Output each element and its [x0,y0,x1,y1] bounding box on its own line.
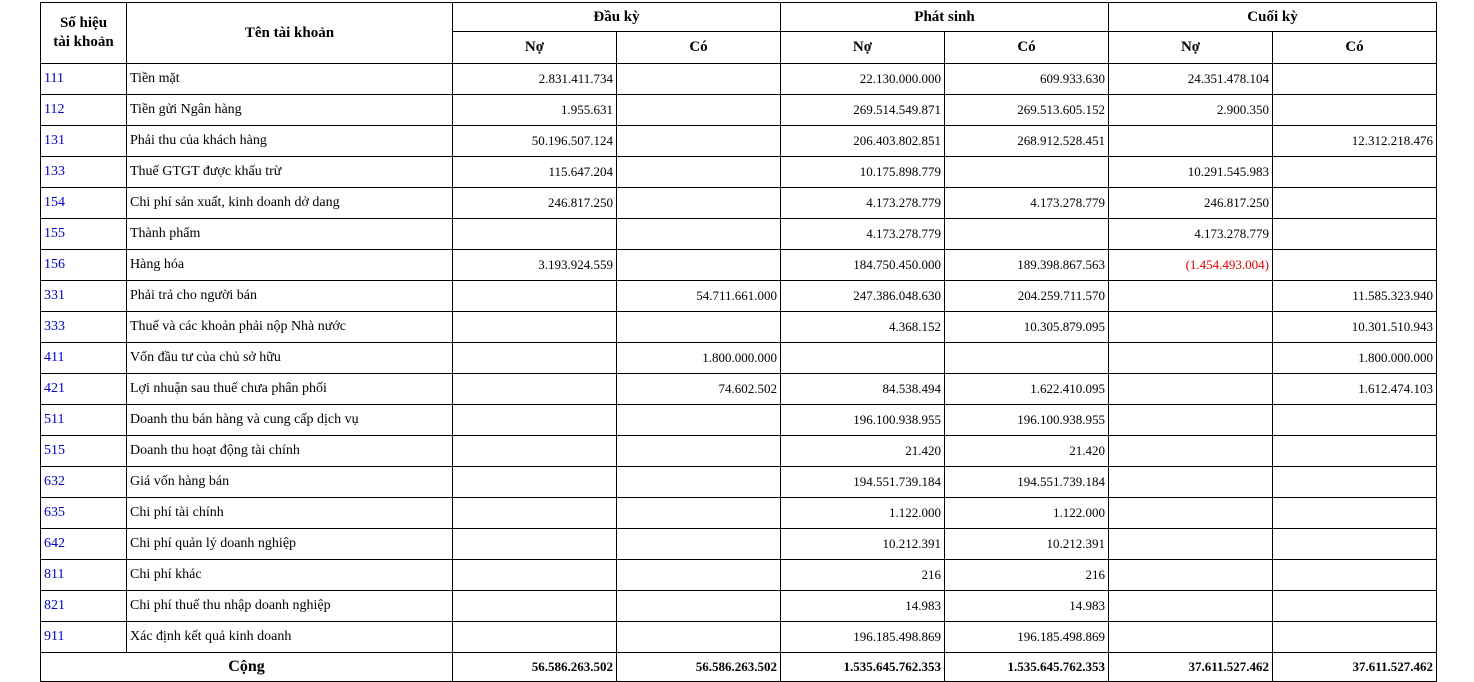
period-debit-cell: 247.386.048.630 [781,281,945,312]
opening-debit-cell [453,529,617,560]
account-name-cell: Giá vốn hàng bán [127,467,453,498]
opening-debit-cell: 1.955.631 [453,95,617,126]
opening-credit-cell [617,64,781,95]
total-closing-debit: 37.611.527.462 [1109,653,1273,682]
header-row-top [41,3,1437,32]
header-period-debit: Nợ [781,32,945,64]
account-code-cell[interactable]: 421 [41,374,127,405]
closing-credit-cell [1273,405,1437,436]
table-row [41,498,1437,529]
header-opening: Đầu kỳ [453,3,781,32]
opening-debit-cell [453,622,617,653]
period-credit-cell: 1.622.410.095 [945,374,1109,405]
period-credit-cell: 196.185.498.869 [945,622,1109,653]
account-code-cell[interactable]: 821 [41,591,127,622]
account-name-cell: Xác định kết quả kinh doanh [127,622,453,653]
header-closing: Cuối kỳ [1109,3,1437,32]
table-row [41,95,1437,126]
table-row [41,343,1437,374]
closing-debit-cell: 246.817.250 [1109,188,1273,219]
opening-debit-cell [453,405,617,436]
opening-debit-cell [453,436,617,467]
opening-credit-cell: 74.602.502 [617,374,781,405]
period-debit-cell: 184.750.450.000 [781,250,945,281]
account-code-cell[interactable]: 111 [41,64,127,95]
period-credit-cell: 189.398.867.563 [945,250,1109,281]
header-account-code-line1: Số hiệu [59,15,108,31]
header-closing-debit: Nợ [1109,32,1273,64]
period-debit-cell: 269.514.549.871 [781,95,945,126]
account-name-cell: Thuế và các khoản phải nộp Nhà nước [127,312,453,343]
opening-debit-cell [453,219,617,250]
account-name-cell: Doanh thu hoạt động tài chính [127,436,453,467]
opening-credit-cell [617,622,781,653]
period-debit-cell: 14.983 [781,591,945,622]
header-opening-debit: Nợ [453,32,617,64]
closing-credit-cell [1273,498,1437,529]
opening-credit-cell [617,312,781,343]
account-name-cell: Lợi nhuận sau thuế chưa phân phối [127,374,453,405]
closing-debit-cell [1109,374,1273,405]
account-name-cell: Chi phí quản lý doanh nghiệp [127,529,453,560]
period-credit-cell: 194.551.739.184 [945,467,1109,498]
period-credit-cell: 1.122.000 [945,498,1109,529]
account-code-cell[interactable]: 411 [41,343,127,374]
header-account-code-line2: tài khoản [53,34,114,50]
closing-debit-cell: 2.900.350 [1109,95,1273,126]
opening-debit-cell: 115.647.204 [453,157,617,188]
closing-debit-cell [1109,126,1273,157]
period-debit-cell: 22.130.000.000 [781,64,945,95]
closing-credit-cell [1273,560,1437,591]
account-name-cell: Chi phí thuế thu nhập doanh nghiệp [127,591,453,622]
opening-debit-cell [453,281,617,312]
period-debit-cell: 10.212.391 [781,529,945,560]
closing-credit-cell: 12.312.218.476 [1273,126,1437,157]
period-debit-cell: 206.403.802.851 [781,126,945,157]
closing-credit-cell [1273,436,1437,467]
opening-credit-cell [617,436,781,467]
total-closing-credit: 37.611.527.462 [1273,653,1437,682]
account-code-cell[interactable]: 331 [41,281,127,312]
opening-credit-cell [617,219,781,250]
period-debit-cell: 216 [781,560,945,591]
closing-credit-cell [1273,64,1437,95]
table-row [41,529,1437,560]
account-code-cell[interactable]: 131 [41,126,127,157]
total-opening-debit: 56.586.263.502 [453,653,617,682]
opening-credit-cell [617,591,781,622]
account-code-cell[interactable]: 112 [41,95,127,126]
opening-credit-cell [617,188,781,219]
period-debit-cell: 21.420 [781,436,945,467]
account-name-cell: Chi phí sản xuất, kinh doanh dở dang [127,188,453,219]
period-credit-cell: 10.212.391 [945,529,1109,560]
opening-debit-cell: 2.831.411.734 [453,64,617,95]
closing-debit-cell [1109,622,1273,653]
period-credit-cell: 269.513.605.152 [945,95,1109,126]
account-name-cell: Chi phí tài chính [127,498,453,529]
account-code-cell[interactable]: 632 [41,467,127,498]
closing-credit-cell [1273,219,1437,250]
header-period: Phát sinh [781,3,1109,32]
closing-credit-cell [1273,95,1437,126]
period-debit-cell [781,343,945,374]
opening-debit-cell: 246.817.250 [453,188,617,219]
table-row [41,467,1437,498]
closing-credit-cell [1273,467,1437,498]
account-name-cell: Doanh thu bán hàng và cung cấp dịch vụ [127,405,453,436]
period-credit-cell: 196.100.938.955 [945,405,1109,436]
account-name-cell: Tiền gửi Ngân hàng [127,95,453,126]
account-name-cell: Thuế GTGT được khấu trừ [127,157,453,188]
table-row [41,560,1437,591]
account-name-cell: Vốn đầu tư của chủ sở hữu [127,343,453,374]
period-credit-cell: 10.305.879.095 [945,312,1109,343]
closing-debit-cell: 24.351.478.104 [1109,64,1273,95]
opening-debit-cell [453,560,617,591]
table-body [41,64,1437,653]
table-row [41,250,1437,281]
account-name-cell: Tiền mặt [127,64,453,95]
account-code-cell[interactable]: 635 [41,498,127,529]
account-name-cell: Phải trả cho người bán [127,281,453,312]
account-code-cell[interactable]: 515 [41,436,127,467]
closing-credit-cell: 11.585.323.940 [1273,281,1437,312]
table-row [41,126,1437,157]
closing-debit-cell [1109,560,1273,591]
period-debit-cell: 194.551.739.184 [781,467,945,498]
table-row [41,64,1437,95]
opening-credit-cell: 54.711.661.000 [617,281,781,312]
closing-debit-cell [1109,281,1273,312]
closing-credit-cell [1273,157,1437,188]
opening-debit-cell [453,498,617,529]
period-debit-cell: 4.173.278.779 [781,188,945,219]
account-code-cell[interactable]: 156 [41,250,127,281]
period-debit-cell: 196.185.498.869 [781,622,945,653]
closing-debit-cell: 4.173.278.779 [1109,219,1273,250]
account-code-cell[interactable]: 811 [41,560,127,591]
closing-debit-cell [1109,312,1273,343]
closing-credit-cell [1273,591,1437,622]
table-row [41,312,1437,343]
closing-debit-cell [1109,436,1273,467]
period-credit-cell: 4.173.278.779 [945,188,1109,219]
trial-balance-table [40,2,1437,682]
period-credit-cell: 204.259.711.570 [945,281,1109,312]
opening-debit-cell [453,343,617,374]
opening-credit-cell: 1.800.000.000 [617,343,781,374]
closing-credit-cell [1273,188,1437,219]
table-row [41,188,1437,219]
table-row [41,157,1437,188]
account-code-cell[interactable]: 333 [41,312,127,343]
period-credit-cell [945,219,1109,250]
opening-debit-cell [453,374,617,405]
account-code-cell[interactable]: 642 [41,529,127,560]
opening-credit-cell [617,95,781,126]
period-debit-cell: 196.100.938.955 [781,405,945,436]
opening-debit-cell [453,312,617,343]
header-opening-credit: Có [617,32,781,64]
opening-credit-cell [617,405,781,436]
account-name-cell: Phải thu của khách hàng [127,126,453,157]
account-code-cell[interactable]: 911 [41,622,127,653]
header-account-name: Tên tài khoản [127,3,453,64]
opening-credit-cell [617,157,781,188]
opening-debit-cell [453,467,617,498]
table-row [41,591,1437,622]
closing-credit-cell [1273,250,1437,281]
closing-debit-cell: 10.291.545.983 [1109,157,1273,188]
opening-credit-cell [617,467,781,498]
total-opening-credit: 56.586.263.502 [617,653,781,682]
period-credit-cell [945,157,1109,188]
header-account-code [41,3,127,64]
opening-credit-cell [617,126,781,157]
account-code-cell[interactable]: 133 [41,157,127,188]
table-row [41,281,1437,312]
account-name-cell: Chi phí khác [127,560,453,591]
period-credit-cell: 21.420 [945,436,1109,467]
closing-credit-cell [1273,622,1437,653]
table-row [41,374,1437,405]
opening-credit-cell [617,498,781,529]
period-debit-cell: 84.538.494 [781,374,945,405]
closing-credit-cell: 10.301.510.943 [1273,312,1437,343]
total-label: Cộng [41,653,453,682]
closing-debit-cell [1109,529,1273,560]
period-debit-cell: 4.173.278.779 [781,219,945,250]
closing-debit-cell [1109,498,1273,529]
account-name-cell: Hàng hóa [127,250,453,281]
account-code-cell[interactable]: 511 [41,405,127,436]
opening-credit-cell [617,529,781,560]
account-code-cell[interactable]: 155 [41,219,127,250]
table-row [41,622,1437,653]
closing-debit-cell [1109,591,1273,622]
closing-credit-cell: 1.612.474.103 [1273,374,1437,405]
opening-credit-cell [617,250,781,281]
period-credit-cell: 216 [945,560,1109,591]
total-row [41,653,1437,682]
table-row [41,436,1437,467]
closing-debit-cell: (1.454.493.004) [1109,250,1273,281]
header-period-credit: Có [945,32,1109,64]
closing-credit-cell [1273,529,1437,560]
table-row [41,405,1437,436]
total-period-credit: 1.535.645.762.353 [945,653,1109,682]
total-period-debit: 1.535.645.762.353 [781,653,945,682]
opening-debit-cell: 3.193.924.559 [453,250,617,281]
period-credit-cell: 268.912.528.451 [945,126,1109,157]
period-debit-cell: 4.368.152 [781,312,945,343]
closing-debit-cell [1109,405,1273,436]
account-name-cell: Thành phẩm [127,219,453,250]
table-row [41,219,1437,250]
period-credit-cell [945,343,1109,374]
period-debit-cell: 1.122.000 [781,498,945,529]
closing-credit-cell: 1.800.000.000 [1273,343,1437,374]
header-closing-credit: Có [1273,32,1437,64]
closing-debit-cell [1109,343,1273,374]
closing-debit-cell [1109,467,1273,498]
account-code-cell[interactable]: 154 [41,188,127,219]
period-credit-cell: 609.933.630 [945,64,1109,95]
period-credit-cell: 14.983 [945,591,1109,622]
opening-debit-cell [453,591,617,622]
opening-debit-cell: 50.196.507.124 [453,126,617,157]
period-debit-cell: 10.175.898.779 [781,157,945,188]
opening-credit-cell [617,560,781,591]
